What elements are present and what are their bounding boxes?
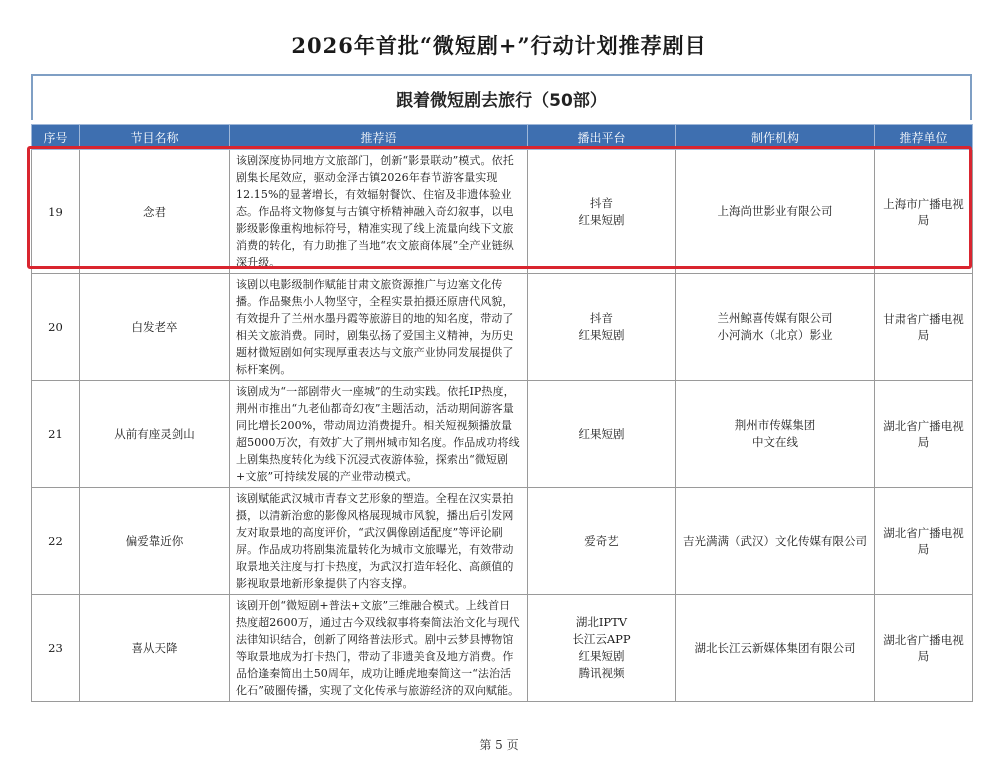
producer-cell [676, 595, 875, 702]
header-cell-platform: 播出平台 [528, 125, 676, 150]
producer-name: 中文在线 [752, 435, 798, 449]
platform-cell [528, 488, 676, 595]
platform-cell [528, 381, 676, 488]
platform-name: 红果短剧 [578, 649, 625, 663]
platform-name: 长江云APP [572, 632, 631, 646]
row-number: 23 [32, 595, 80, 702]
row-number: 20 [32, 274, 80, 381]
document-title: 2026年首批“微短剧+”行动计划推荐剧目 [291, 33, 707, 58]
platform-cell [528, 274, 676, 381]
platform-name: 抖音 [590, 311, 613, 325]
producer-name: 荆州市传媒集团 [734, 418, 816, 432]
section-subtitle: 跟着微短剧去旅行（50部） [31, 74, 972, 120]
program-name: 偏爱靠近你 [80, 488, 230, 595]
program-name: 从前有座灵剑山 [80, 381, 230, 488]
platform-name: 抖音 [590, 195, 613, 210]
recommender-unit: 上海市广播电视局 [875, 150, 973, 274]
platform-cell [528, 150, 676, 274]
row-number: 19 [32, 150, 80, 274]
recommender-unit: 甘肃省广播电视局 [875, 274, 973, 381]
header-cell-name: 节目名称 [80, 125, 230, 150]
header-cell-no: 序号 [32, 125, 80, 150]
table-row [32, 488, 973, 595]
recommender-unit: 湖北省广播电视局 [875, 595, 973, 702]
table-row [32, 150, 973, 274]
program-name: 念君 [80, 150, 230, 274]
platform-name: 爱奇艺 [584, 533, 619, 548]
recommender-unit: 湖北省广播电视局 [875, 488, 973, 595]
recommender-unit: 湖北省广播电视局 [875, 381, 973, 488]
producer-name: 吉光满满（武汉）文化传媒有限公司 [683, 533, 867, 548]
header-cell-producer: 制作机构 [676, 125, 875, 150]
table-row [32, 274, 973, 381]
row-number: 21 [32, 381, 80, 488]
table-row [32, 381, 973, 488]
recommendation-text: 该剧以电影级制作赋能甘肃文旅资源推广与边塞文化传播。作品聚焦小人物坚守，全程实景拍摄还原唐代风貌，有效提升了兰州水墨丹霞等旅游目的地的知名度，带动了相关文旅消费。同时，剧集弘扬了爱国主义精神，为历史题材微短剧如何实现厚重表达与文旅产业协同发展提供了标杆案例。 [230, 274, 528, 381]
producer-name: 小河淌水（北京）影业 [717, 328, 833, 342]
header-cell-recommender: 推荐单位 [875, 125, 973, 150]
producer-cell [676, 381, 875, 488]
platform-name: 红果短剧 [578, 426, 625, 441]
program-name: 喜从天降 [80, 595, 230, 702]
producer-cell [676, 150, 875, 274]
recommendation-text: 该剧赋能武汉城市青春文艺形象的塑造。全程在汉实景拍摄，以清新治愈的影像风格展现城市风貌，播出后引发网友对取景地的高度评价，“武汉偶像剧适配度”等评论刷屏。作品成功将剧集流量转化为城市文旅曝光，有效带动取景地关注度与打卡热度，为武汉打造年轻化、高颜值的影视取景地新形象提供了内容支撑。 [230, 488, 528, 595]
platform-name: 红果短剧 [578, 212, 625, 227]
program-name: 白发老卒 [80, 274, 230, 381]
row-number: 22 [32, 488, 80, 595]
recommendation-text: 该剧开创“微短剧+普法+文旅”三维融合模式。上线首日热度超2600万，通过古今双线叙事将秦简法治文化与现代法律知识结合，创新了网络普法形式。剧中云梦县博物馆等取景地成为打卡热门，带动了非遗美食及地方消费。作品恰逢秦简出土50周年，成功让睡虎地秦简这一“法治活化石”破圈传播，实现了文化传承与旅游经济的双向赋能。 [230, 595, 528, 702]
platform-name: 湖北IPTV [575, 615, 628, 629]
producer-name: 兰州鲸喜传媒有限公司 [717, 311, 833, 325]
platform-cell [528, 595, 676, 702]
producer-name: 湖北长江云新媒体集团有限公司 [694, 640, 856, 655]
producer-cell [676, 488, 875, 595]
page-number: 第 5 页 [479, 738, 519, 752]
header-cell-recommendation: 推荐语 [230, 125, 528, 150]
platform-name: 红果短剧 [578, 328, 625, 342]
recommendation-text: 该剧深度协同地方文旅部门，创新“影景联动”模式。依托剧集长尾效应，驱动金泽古镇2026年春节游客量实现12.15%的显著增长，有效辐射餐饮、住宿及非遗体验业态。作品将文物修复与古镇守桥精神融入奇幻叙事，以电影级影像重构地标符号，精准实现了线上流量向线下文旅消费的转化，有力助推了当地“农文旅商体展”全产业链纵深升级。 [230, 150, 528, 274]
table-container [31, 74, 972, 702]
table-row [32, 595, 973, 702]
recommendation-text: 该剧成为“一部剧带火一座城”的生动实践。依托IP热度，荆州市推出“九老仙都奇幻夜”主题活动，活动期间游客量同比增长200%，带动周边消费提升。相关短视频播放量超5000万次，有效扩大了荆州城市知名度。作品成功将线上剧集热度转化为线下沉浸式夜游体验，探索出“微短剧+文旅”可持续发展的产业带动模式。 [230, 381, 528, 488]
producer-name: 上海尚世影业有限公司 [717, 204, 833, 218]
recommendation-table [31, 124, 973, 702]
platform-name: 腾讯视频 [578, 666, 625, 680]
producer-cell [676, 274, 875, 381]
table-header-row [32, 125, 973, 150]
